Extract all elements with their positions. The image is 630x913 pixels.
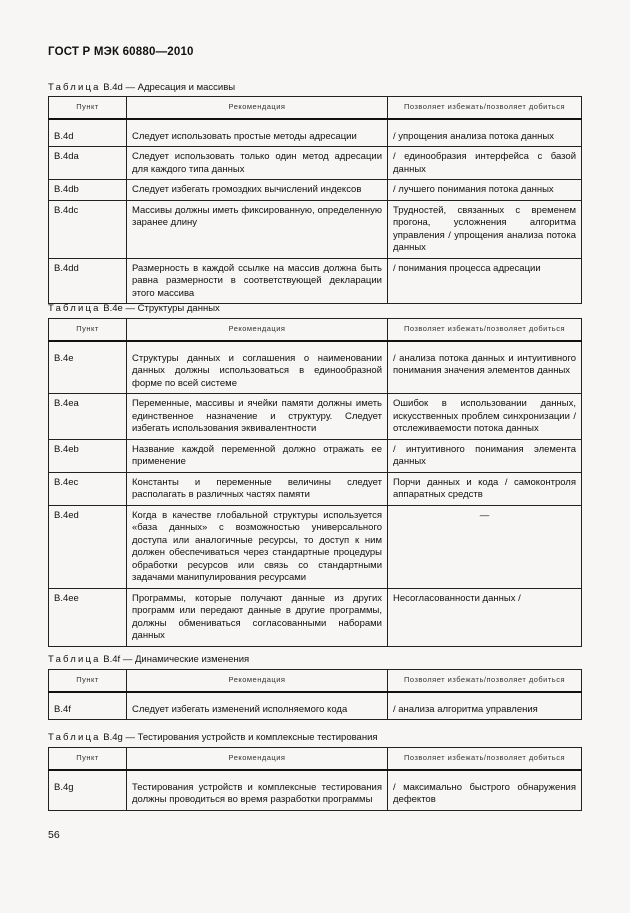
table-title: B.4d — Адресация и массивы — [103, 82, 236, 93]
row-recommendation: Когда в качестве глобальной структуры используется «база данных» с возможностью универсального доступа или аналогичные ресурсы, то доступ к ним должен обеспечиваться через стандартные процедуры обработки ресурсов или связь со стандартными задачами манипулирования ресурсами — [127, 505, 388, 588]
row-id: B.4ed — [49, 505, 127, 588]
row-recommendation: Программы, которые получают данные из других программ или передают данные в другие программы, должны обмениваться согласованными наборами данных — [127, 588, 388, 646]
header-separator — [49, 119, 582, 127]
row-id: B.4e — [49, 349, 127, 394]
row-recommendation: Константы и переменные величины следует располагать в различных частях памяти — [127, 472, 388, 505]
column-header-item: Пункт — [49, 97, 127, 119]
table-row — [49, 200, 582, 258]
row-id: B.4dc — [49, 200, 127, 258]
column-header-recommendation: Рекомендация — [127, 670, 388, 692]
table-row — [49, 439, 582, 472]
column-header-avoid: Позволяет избежать/позволяет добиться — [388, 97, 582, 119]
row-recommendation: Тестирования устройств и комплексные тестирования должны проводиться во время разработки программы — [127, 778, 388, 811]
row-id: B.4ec — [49, 472, 127, 505]
row-id: B.4eb — [49, 439, 127, 472]
table-row — [49, 349, 582, 394]
column-header-recommendation: Рекомендация — [127, 319, 388, 341]
row-avoid: Ошибок в использовании данных, искусственных проблем синхронизации / отслеживаемости потока данных — [388, 394, 582, 440]
table-row — [49, 147, 582, 180]
row-avoid: / упрощения анализа потока данных — [388, 127, 582, 147]
table-caption-b4g — [48, 732, 378, 743]
table-header-row — [49, 670, 582, 692]
table-caption-b4d — [48, 82, 235, 93]
row-id: B.4g — [49, 778, 127, 811]
row-recommendation: Структуры данных и соглашения о наименовании данных должны использоваться в единообразной форме по всей системе — [127, 349, 388, 394]
header-separator — [49, 341, 582, 349]
row-recommendation: Размерность в каждой ссылке на массив должна быть равна размерности в соответствующей декларации этого массива — [127, 258, 388, 304]
header-separator — [49, 770, 582, 778]
table-row — [49, 472, 582, 505]
row-recommendation: Название каждой переменной должно отражать ее применение — [127, 439, 388, 472]
row-recommendation: Следует избегать громоздких вычислений индексов — [127, 180, 388, 201]
table-row — [49, 394, 582, 440]
column-header-recommendation: Рекомендация — [127, 748, 388, 770]
table-b4d — [48, 96, 582, 304]
table-label: Таблица — [48, 303, 101, 314]
row-avoid: / анализа алгоритма управления — [388, 700, 582, 720]
table-header-row — [49, 97, 582, 119]
column-header-item: Пункт — [49, 319, 127, 341]
column-header-item: Пункт — [49, 670, 127, 692]
column-header-recommendation: Рекомендация — [127, 97, 388, 119]
row-id: B.4dd — [49, 258, 127, 304]
column-header-item: Пункт — [49, 748, 127, 770]
row-avoid: / лучшего понимания потока данных — [388, 180, 582, 201]
table-label: Таблица — [48, 82, 101, 93]
table-b4g — [48, 747, 582, 811]
table-b4f — [48, 669, 582, 720]
document-header: ГОСТ Р МЭК 60880—2010 — [48, 46, 194, 58]
table-caption-b4f — [48, 654, 249, 665]
row-avoid: Трудностей, связанных с временем прогона, усложнения алгоритма управления / упрощения анализа потока данных — [388, 200, 582, 258]
row-avoid: / анализа потока данных и интуитивного понимания значения элементов данных — [388, 349, 582, 394]
row-recommendation: Массивы должны иметь фиксированную, определенную заранее длину — [127, 200, 388, 258]
row-id: B.4da — [49, 147, 127, 180]
row-avoid: — — [388, 505, 582, 588]
table-row — [49, 127, 582, 147]
row-avoid: / интуитивного понимания элемента данных — [388, 439, 582, 472]
table-header-row — [49, 748, 582, 770]
row-id: B.4f — [49, 700, 127, 720]
row-id: B.4ee — [49, 588, 127, 646]
table-label: Таблица — [48, 732, 101, 743]
table-title: B.4e — Структуры данных — [103, 303, 220, 314]
column-header-avoid: Позволяет избежать/позволяет добиться — [388, 670, 582, 692]
row-avoid: Несогласованности данных / — [388, 588, 582, 646]
row-id: B.4d — [49, 127, 127, 147]
column-header-avoid: Позволяет избежать/позволяет добиться — [388, 319, 582, 341]
table-row — [49, 700, 582, 720]
header-separator — [49, 692, 582, 700]
row-avoid: / единообразия интерфейса с базой данных — [388, 147, 582, 180]
row-recommendation: Следует избегать изменений исполняемого кода — [127, 700, 388, 720]
table-row — [49, 588, 582, 646]
row-recommendation: Следует использовать только один метод адресации для каждого типа данных — [127, 147, 388, 180]
table-row — [49, 778, 582, 811]
table-title: B.4f — Динамические изменения — [103, 654, 250, 665]
table-caption-b4e — [48, 303, 220, 314]
table-title: B.4g — Тестирования устройств и комплексные тестирования — [103, 732, 378, 743]
table-row — [49, 258, 582, 304]
row-recommendation: Переменные, массивы и ячейки памяти должны иметь единственное назначение и структуру. Следует избегать использования эквивалентности — [127, 394, 388, 440]
column-header-avoid: Позволяет избежать/позволяет добиться — [388, 748, 582, 770]
table-row — [49, 180, 582, 201]
row-id: B.4db — [49, 180, 127, 201]
row-avoid: / максимально быстрого обнаружения дефектов — [388, 778, 582, 811]
table-row — [49, 505, 582, 588]
page-number: 56 — [48, 829, 60, 841]
row-id: B.4ea — [49, 394, 127, 440]
row-avoid: / понимания процесса адресации — [388, 258, 582, 304]
row-recommendation: Следует использовать простые методы адресации — [127, 127, 388, 147]
row-avoid: Порчи данных и кода / самоконтроля аппаратных средств — [388, 472, 582, 505]
table-b4e — [48, 318, 582, 647]
table-label: Таблица — [48, 654, 101, 665]
table-header-row — [49, 319, 582, 341]
